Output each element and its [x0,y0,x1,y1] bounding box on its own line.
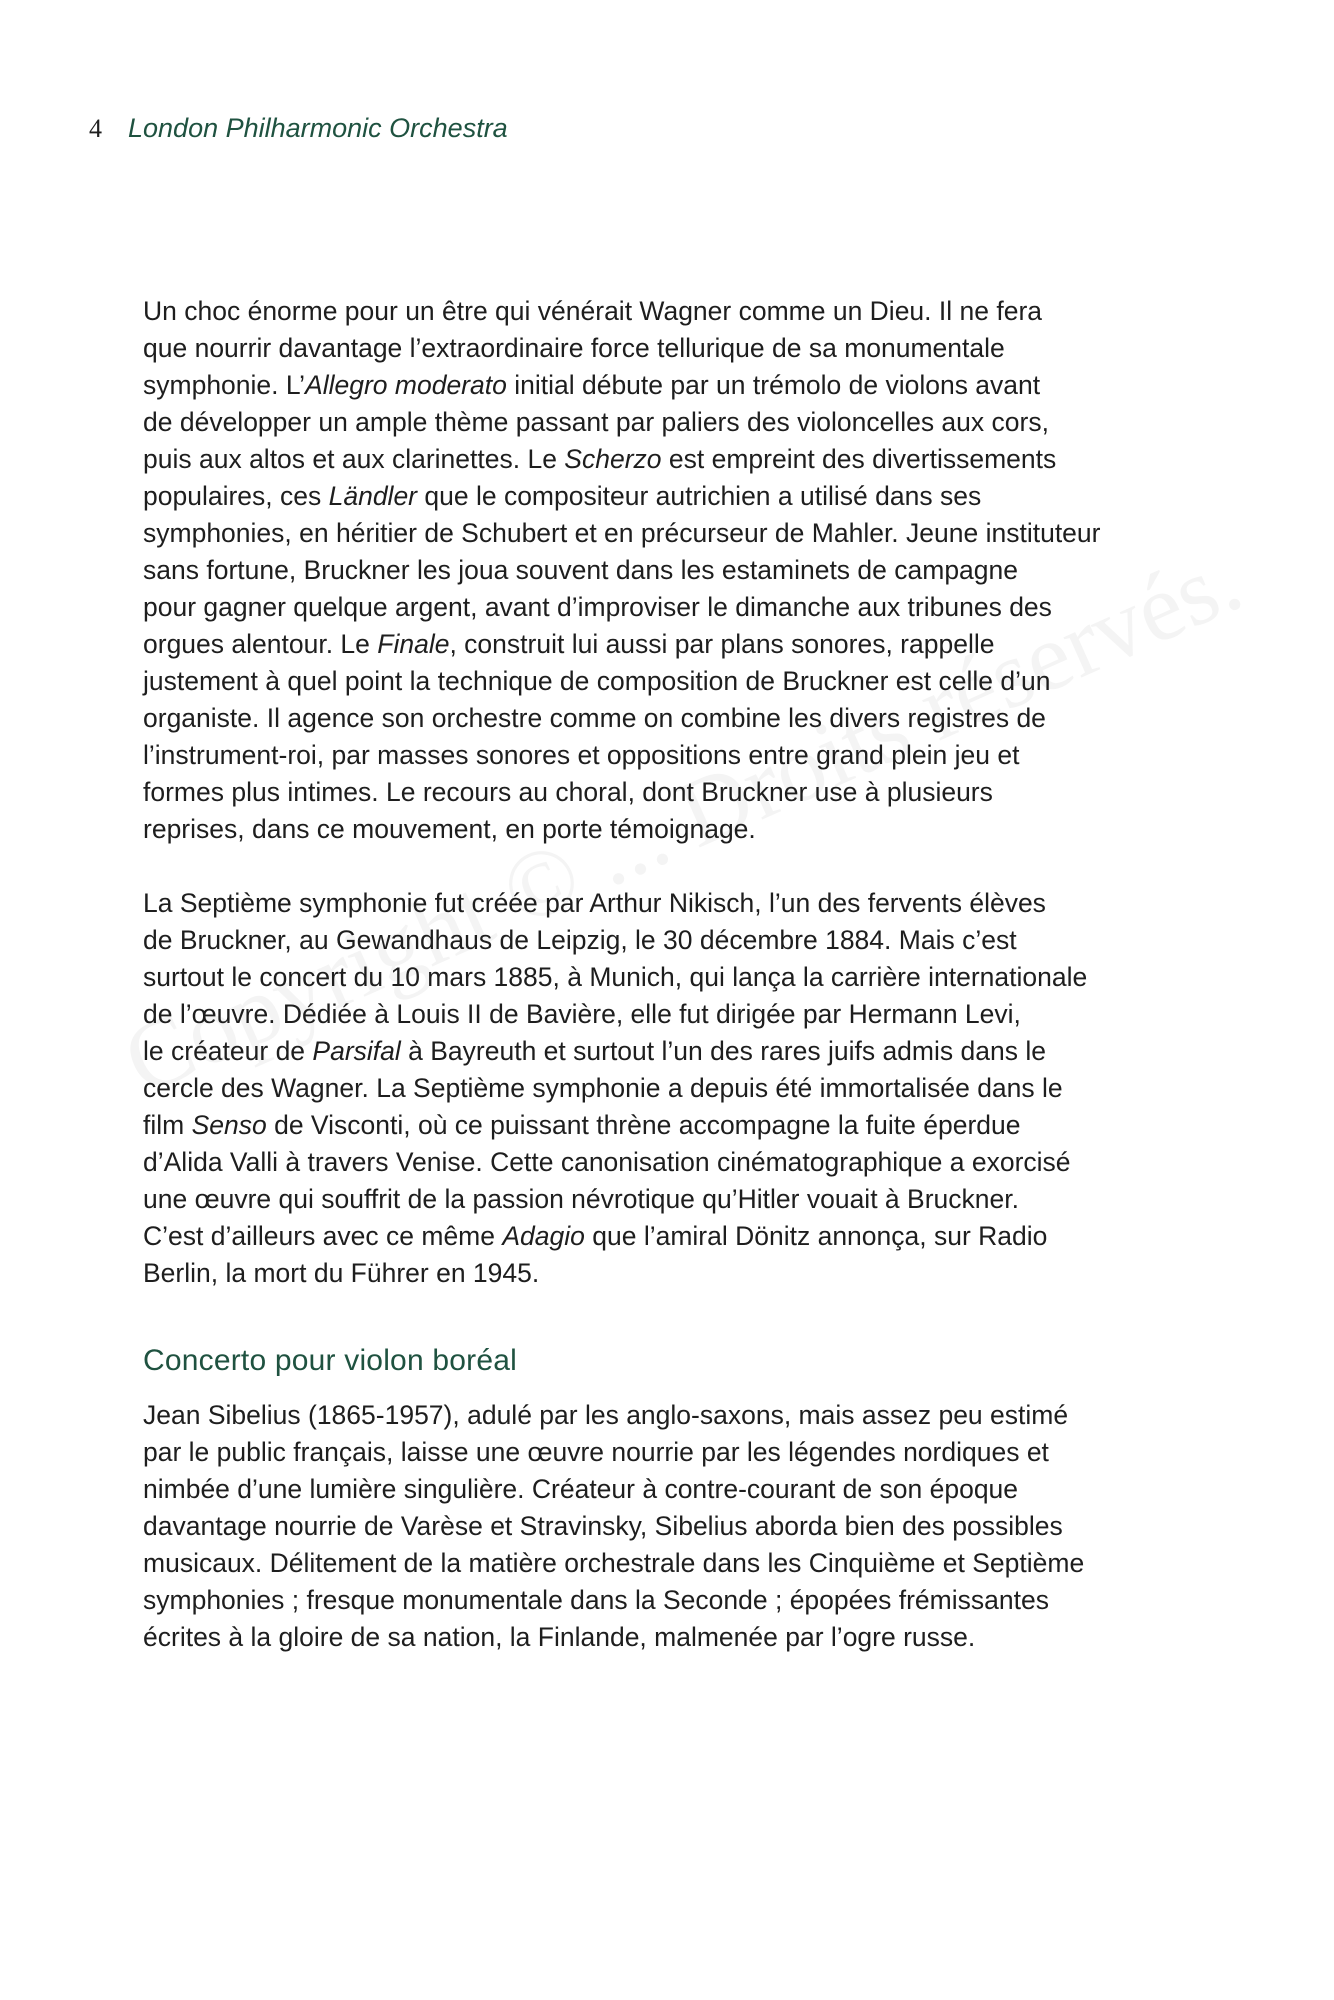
text-line: nimbée d’une lumière singulière. Créateur à contre-courant de son époque [143,1474,1019,1504]
text-line: musicaux. Délitement de la matière orchestrale dans les Cinquième et Septième [143,1548,1085,1578]
text-line: de l’œuvre. Dédiée à Louis II de Bavière, elle fut dirigée par Hermann Levi, [143,999,1021,1029]
text-line: Berlin, la mort du Führer en 1945. [143,1258,540,1288]
text-run: à Bayreuth et surtout l’un des rares juifs admis dans le [400,1036,1046,1066]
text-line [143,1033,1203,1070]
text-line: l’instrument-roi, par masses sonores et oppositions entre grand plein jeu et [143,740,1020,770]
text-run: que le compositeur autrichien a utilisé dans ses [417,481,982,511]
text-line: par le public français, laisse une œuvre nourrie par les légendes nordiques et [143,1437,1049,1467]
text-line: Un choc énorme pour un être qui vénérait Wagner comme un Dieu. Il ne fera [143,296,1043,326]
italic-term: Scherzo [564,444,662,474]
text-line: une œuvre qui souffrit de la passion névrotique qu’Hitler vouait à Bruckner. [143,1184,1019,1214]
text-line: davantage nourrie de Varèse et Stravinsky, Sibelius aborda bien des possibles [143,1511,1063,1541]
text-line: justement à quel point la technique de composition de Bruckner est celle d’un [143,666,1051,696]
paragraph-septieme-premiere [143,885,1203,1292]
text-line: symphonies, en héritier de Schubert et en précurseur de Mahler. Jeune instituteur [143,518,1101,548]
running-head [89,113,508,149]
text-run: que l’amiral Dönitz annonça, sur Radio [584,1221,1048,1251]
italic-term: Finale [377,629,450,659]
text-run: symphonie. L’ [143,370,306,400]
text-run: initial débute par un trémolo de violons avant [506,370,1041,400]
text-line: organiste. Il agence son orchestre comme on combine les divers registres de [143,703,1046,733]
text-run: populaires, ces [143,481,329,511]
section-heading: Concerto pour violon boréal [143,1344,517,1377]
italic-term: Adagio [502,1221,585,1251]
text-line: surtout le concert du 10 mars 1885, à Munich, qui lança la carrière internationale [143,962,1088,992]
text-line [143,626,1203,663]
text-run: , construit lui aussi par plans sonores, rappelle [449,629,995,659]
paragraph-sibelius [143,1397,1203,1656]
paragraph-bruckner-symphony [143,293,1203,848]
text-run: puis aux altos et aux clarinettes. Le [143,444,565,474]
text-line: formes plus intimes. Le recours au choral, dont Bruckner use à plusieurs [143,777,993,807]
text-run: film [143,1110,192,1140]
text-line: symphonies ; fresque monumentale dans la Seconde ; épopées frémissantes [143,1585,1049,1615]
text-run: est empreint des divertissements [661,444,1057,474]
running-title: London Philharmonic Orchestra [128,113,508,143]
text-line: reprises, dans ce mouvement, en porte témoignage. [143,814,756,844]
text-run: C’est d’ailleurs avec ce même [143,1221,503,1251]
text-run: de Visconti, où ce puissant thrène accompagne la fuite éperdue [266,1110,1021,1140]
text-line: que nourrir davantage l’extraordinaire force tellurique de sa monumentale [143,333,1005,363]
text-line [143,478,1203,515]
text-line: de Bruckner, au Gewandhaus de Leipzig, le 30 décembre 1884. Mais c’est [143,925,1017,955]
italic-term: Parsifal [312,1036,401,1066]
text-line [143,441,1203,478]
text-line: de développer un ample thème passant par paliers des violoncelles aux cors, [143,407,1049,437]
text-line [143,1218,1203,1255]
italic-term: Senso [191,1110,267,1140]
text-line: Jean Sibelius (1865-1957), adulé par les anglo-saxons, mais assez peu estimé [143,1400,1069,1430]
text-run: orgues alentour. Le [143,629,378,659]
article-body [143,293,1203,1656]
text-line: La Septième symphonie fut créée par Arthur Nikisch, l’un des fervents élèves [143,888,1046,918]
italic-term: Ländler [328,481,418,511]
paragraph-spacer [143,848,1203,885]
text-line: écrites à la gloire de sa nation, la Finlande, malmenée par l’ogre russe. [143,1622,976,1652]
page-number: 4 [89,114,102,143]
text-run: le créateur de [143,1036,313,1066]
text-line: cercle des Wagner. La Septième symphonie a depuis été immortalisée dans le [143,1073,1063,1103]
italic-term: Allegro moderato [305,370,507,400]
text-line: sans fortune, Bruckner les joua souvent dans les estaminets de campagne [143,555,1019,585]
text-line [143,1107,1203,1144]
text-line [143,367,1203,404]
text-line: pour gagner quelque argent, avant d’improviser le dimanche aux tribunes des [143,592,1052,622]
text-line: d’Alida Valli à travers Venise. Cette canonisation cinématographique a exorcisé [143,1147,1071,1177]
